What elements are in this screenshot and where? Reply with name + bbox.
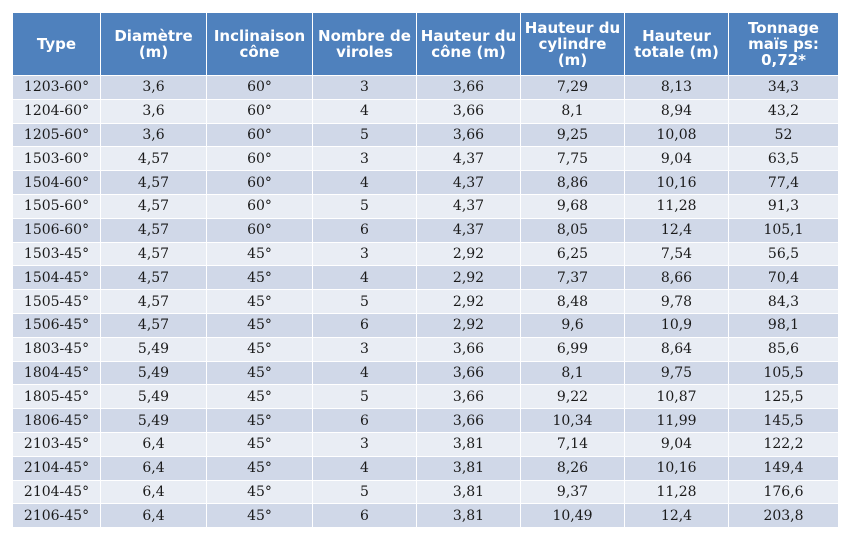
table-cell: 3,66 [417, 385, 521, 409]
table-cell: 5,49 [101, 361, 207, 385]
table-cell: 3 [313, 337, 417, 361]
table-cell: 3 [313, 76, 417, 100]
table-row [13, 385, 839, 409]
header-tonnage: Tonnage maïs ps: 0,72* [729, 13, 839, 76]
table-cell: 1204-60° [13, 99, 101, 123]
table-cell: 2104-45° [13, 480, 101, 504]
table-cell: 4,57 [101, 194, 207, 218]
table-cell: 6,4 [101, 480, 207, 504]
table-cell: 12,4 [625, 218, 729, 242]
table-cell: 45° [207, 456, 313, 480]
table-cell: 11,28 [625, 194, 729, 218]
table-cell: 63,5 [729, 147, 839, 171]
table-cell: 1504-45° [13, 266, 101, 290]
table-cell: 1505-45° [13, 290, 101, 314]
table-cell: 2103-45° [13, 432, 101, 456]
table-cell: 8,64 [625, 337, 729, 361]
table-cell: 45° [207, 480, 313, 504]
table-cell: 4,57 [101, 218, 207, 242]
table-body [13, 76, 839, 528]
table-cell: 6 [313, 409, 417, 433]
header-ring-count: Nombre de viroles [313, 13, 417, 76]
table-cell: 7,29 [521, 76, 625, 100]
table-row [13, 504, 839, 528]
table-cell: 52 [729, 123, 839, 147]
silo-spec-table [12, 12, 839, 528]
table-cell: 11,28 [625, 480, 729, 504]
table-cell: 2106-45° [13, 504, 101, 528]
table-header [13, 13, 839, 76]
table-cell: 2,92 [417, 290, 521, 314]
table-cell: 9,68 [521, 194, 625, 218]
table-cell: 5 [313, 480, 417, 504]
table-cell: 3,66 [417, 361, 521, 385]
header-cone-inclination: Inclinaison cône [207, 13, 313, 76]
table-cell: 56,5 [729, 242, 839, 266]
table-cell: 45° [207, 337, 313, 361]
table-cell: 45° [207, 432, 313, 456]
table-cell: 10,08 [625, 123, 729, 147]
table-cell: 3,6 [101, 99, 207, 123]
table-cell: 1205-60° [13, 123, 101, 147]
table-cell: 9,37 [521, 480, 625, 504]
table-cell: 6,4 [101, 456, 207, 480]
table-row [13, 266, 839, 290]
table-cell: 8,05 [521, 218, 625, 242]
table-row [13, 361, 839, 385]
table-cell: 2,92 [417, 266, 521, 290]
header-cone-height: Hauteur du cône (m) [417, 13, 521, 76]
table-cell: 85,6 [729, 337, 839, 361]
table-cell: 122,2 [729, 432, 839, 456]
table-cell: 1803-45° [13, 337, 101, 361]
table-cell: 1804-45° [13, 361, 101, 385]
table-cell: 6 [313, 313, 417, 337]
table-cell: 7,14 [521, 432, 625, 456]
table-cell: 5 [313, 385, 417, 409]
table-cell: 4,57 [101, 171, 207, 195]
table-cell: 45° [207, 242, 313, 266]
table-cell: 5,49 [101, 409, 207, 433]
table-cell: 3,81 [417, 432, 521, 456]
table-cell: 9,75 [625, 361, 729, 385]
table-cell: 6,25 [521, 242, 625, 266]
table-row [13, 171, 839, 195]
table-cell: 1503-60° [13, 147, 101, 171]
table-cell: 1203-60° [13, 76, 101, 100]
table-cell: 3,66 [417, 99, 521, 123]
table-cell: 4,37 [417, 218, 521, 242]
table-cell: 1805-45° [13, 385, 101, 409]
table-cell: 60° [207, 218, 313, 242]
table-row [13, 290, 839, 314]
table-row [13, 480, 839, 504]
table-cell: 3,6 [101, 123, 207, 147]
table-cell: 3 [313, 147, 417, 171]
table-cell: 9,04 [625, 432, 729, 456]
table-cell: 10,16 [625, 456, 729, 480]
table-cell: 105,1 [729, 218, 839, 242]
table-cell: 6 [313, 504, 417, 528]
table-cell: 5 [313, 194, 417, 218]
table-cell: 10,16 [625, 171, 729, 195]
table-cell: 43,2 [729, 99, 839, 123]
table-cell: 5 [313, 290, 417, 314]
table-cell: 10,49 [521, 504, 625, 528]
table-cell: 176,6 [729, 480, 839, 504]
table-cell: 45° [207, 385, 313, 409]
table-cell: 10,34 [521, 409, 625, 433]
table-cell: 3 [313, 432, 417, 456]
table-cell: 3,66 [417, 123, 521, 147]
table-cell: 3,66 [417, 76, 521, 100]
table-cell: 34,3 [729, 76, 839, 100]
table-cell: 98,1 [729, 313, 839, 337]
table-cell: 4 [313, 266, 417, 290]
table-row [13, 456, 839, 480]
table-cell: 45° [207, 290, 313, 314]
table-cell: 9,78 [625, 290, 729, 314]
table-cell: 91,3 [729, 194, 839, 218]
table-cell: 45° [207, 266, 313, 290]
table-cell: 8,1 [521, 361, 625, 385]
table-cell: 60° [207, 194, 313, 218]
table-cell: 5,49 [101, 385, 207, 409]
silo-spec-table-container [12, 12, 838, 528]
table-cell: 70,4 [729, 266, 839, 290]
table-cell: 4 [313, 456, 417, 480]
table-cell: 1506-45° [13, 313, 101, 337]
table-cell: 4,57 [101, 147, 207, 171]
table-cell: 203,8 [729, 504, 839, 528]
table-cell: 45° [207, 361, 313, 385]
table-cell: 2,92 [417, 242, 521, 266]
table-cell: 10,87 [625, 385, 729, 409]
table-cell: 4,57 [101, 313, 207, 337]
table-cell: 6,99 [521, 337, 625, 361]
table-cell: 5,49 [101, 337, 207, 361]
table-row [13, 218, 839, 242]
table-cell: 8,1 [521, 99, 625, 123]
table-row [13, 409, 839, 433]
table-cell: 84,3 [729, 290, 839, 314]
table-cell: 4,37 [417, 147, 521, 171]
header-cylinder-height: Hauteur du cylindre (m) [521, 13, 625, 76]
table-cell: 9,04 [625, 147, 729, 171]
table-cell: 1503-45° [13, 242, 101, 266]
table-cell: 45° [207, 504, 313, 528]
table-cell: 4 [313, 361, 417, 385]
table-row [13, 147, 839, 171]
table-cell: 77,4 [729, 171, 839, 195]
table-cell: 60° [207, 171, 313, 195]
table-cell: 12,4 [625, 504, 729, 528]
table-cell: 105,5 [729, 361, 839, 385]
table-cell: 60° [207, 123, 313, 147]
table-cell: 6,4 [101, 504, 207, 528]
table-cell: 125,5 [729, 385, 839, 409]
table-cell: 9,6 [521, 313, 625, 337]
table-cell: 11,99 [625, 409, 729, 433]
table-cell: 8,94 [625, 99, 729, 123]
table-cell: 3 [313, 242, 417, 266]
table-row [13, 194, 839, 218]
table-cell: 6,4 [101, 432, 207, 456]
table-cell: 8,26 [521, 456, 625, 480]
header-total-height: Hauteur totale (m) [625, 13, 729, 76]
table-cell: 4 [313, 99, 417, 123]
table-cell: 60° [207, 147, 313, 171]
table-row [13, 313, 839, 337]
table-cell: 1505-60° [13, 194, 101, 218]
table-cell: 9,22 [521, 385, 625, 409]
table-row [13, 123, 839, 147]
table-row [13, 76, 839, 100]
table-row [13, 99, 839, 123]
table-cell: 8,86 [521, 171, 625, 195]
table-cell: 4,37 [417, 171, 521, 195]
table-cell: 8,48 [521, 290, 625, 314]
table-cell: 3,66 [417, 409, 521, 433]
table-cell: 3,81 [417, 480, 521, 504]
header-diameter: Diamètre (m) [101, 13, 207, 76]
table-cell: 1504-60° [13, 171, 101, 195]
table-cell: 60° [207, 99, 313, 123]
table-cell: 2104-45° [13, 456, 101, 480]
table-cell: 4,57 [101, 242, 207, 266]
table-cell: 45° [207, 409, 313, 433]
table-cell: 45° [207, 313, 313, 337]
table-cell: 3,66 [417, 337, 521, 361]
header-type: Type [13, 13, 101, 76]
table-cell: 60° [207, 76, 313, 100]
table-cell: 1806-45° [13, 409, 101, 433]
table-cell: 4,57 [101, 266, 207, 290]
table-cell: 7,54 [625, 242, 729, 266]
table-cell: 4,57 [101, 290, 207, 314]
header-row [13, 13, 839, 76]
table-cell: 9,25 [521, 123, 625, 147]
table-cell: 6 [313, 218, 417, 242]
table-row [13, 242, 839, 266]
table-cell: 2,92 [417, 313, 521, 337]
table-row [13, 432, 839, 456]
table-cell: 10,9 [625, 313, 729, 337]
table-cell: 149,4 [729, 456, 839, 480]
table-cell: 4,37 [417, 194, 521, 218]
table-cell: 4 [313, 171, 417, 195]
table-cell: 8,13 [625, 76, 729, 100]
table-cell: 7,75 [521, 147, 625, 171]
table-cell: 3,6 [101, 76, 207, 100]
table-cell: 145,5 [729, 409, 839, 433]
table-cell: 3,81 [417, 504, 521, 528]
table-cell: 7,37 [521, 266, 625, 290]
table-cell: 1506-60° [13, 218, 101, 242]
table-cell: 3,81 [417, 456, 521, 480]
table-cell: 8,66 [625, 266, 729, 290]
table-cell: 5 [313, 123, 417, 147]
table-row [13, 337, 839, 361]
